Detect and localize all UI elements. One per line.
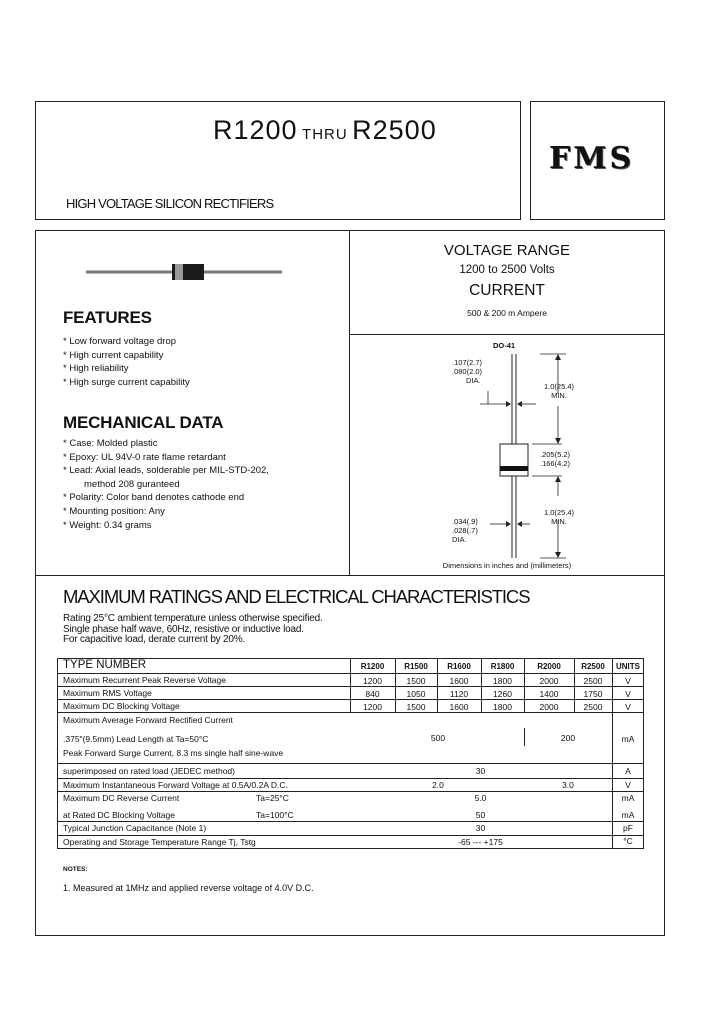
features-list [63, 335, 190, 389]
table-cell: 1260 [493, 689, 512, 699]
mechanical-list [63, 437, 269, 532]
col-header: R1800 [490, 662, 515, 671]
table-cell: 30 [475, 823, 486, 833]
current-title: CURRENT [469, 282, 545, 299]
feature-item: * High current capability [63, 349, 164, 361]
col-header: R2000 [537, 662, 561, 671]
divider-range [349, 334, 665, 335]
mechanical-item: method 208 guranteed [84, 478, 180, 490]
features-title: FEATURES [63, 308, 152, 327]
wire-dia-max: .034(.9) [452, 517, 478, 526]
diode-illustration [80, 262, 290, 282]
feature-item: * High surge current capability [63, 376, 190, 388]
table-cell: 1200 [363, 702, 382, 712]
lead-length-label-top [544, 382, 574, 400]
feature-item: * Low forward voltage drop [63, 336, 177, 347]
feature-item: * High reliability [63, 363, 129, 375]
wire-diameter-label [452, 517, 478, 544]
table-rule [57, 821, 644, 822]
col-header: R1200 [360, 662, 385, 671]
table-rule [57, 763, 644, 764]
page-title [213, 115, 437, 146]
col-header: R1500 [404, 662, 428, 671]
table-cell: 5.0 [474, 793, 487, 803]
table-cell: 2000 [539, 702, 559, 712]
lead-length-value: 1.0(25.4) [544, 382, 575, 391]
table-cell: 1800 [493, 676, 512, 686]
table-rule [57, 791, 644, 792]
lead-length-value: 1.0(25.4) [544, 508, 575, 517]
notes-heading: NOTES: [63, 866, 88, 873]
row-label: Maximum Recurrent Peak Reverse Voltage [63, 675, 226, 685]
unit-cell: V [625, 702, 631, 712]
min-label: MIN. [551, 517, 567, 526]
table-cell: 2.0 [432, 780, 444, 790]
lead-length-label-bottom [544, 508, 574, 526]
unit-cell: V [625, 780, 631, 790]
col-header: R1600 [447, 662, 471, 671]
mechanical-item: * Mounting position: Any [63, 505, 165, 517]
body-length-min: .166(4.2) [540, 459, 571, 468]
wire-dia-min: .028(.7) [452, 526, 478, 535]
row-condition: Ta=25°C [256, 793, 289, 803]
min-label: MIN. [551, 391, 567, 400]
table-cell: 1750 [583, 689, 603, 699]
unit-cell: pF [623, 823, 633, 833]
table-rule [57, 835, 644, 836]
fms-logo: FMS [549, 141, 635, 176]
current-value: 500 & 200 m Ampere [467, 308, 547, 318]
row-label: superimposed on rated load (JEDEC method) [63, 766, 235, 776]
table-cell: 1500 [406, 702, 426, 712]
package-name: DO-41 [493, 341, 516, 350]
mechanical-item: * Weight: 0.34 grams [63, 519, 152, 531]
lead-dia-min: .080(2.0) [452, 367, 483, 376]
unit-cell: V [625, 689, 631, 699]
table-cell: 1800 [493, 702, 512, 712]
voltage-range-title: VOLTAGE RANGE [443, 242, 571, 259]
unit-cell: V [625, 676, 631, 686]
subtitle: HIGH VOLTAGE SILICON RECTIFIERS [66, 196, 274, 211]
row-label: Maximum Average Forward Rectified Current [63, 715, 233, 725]
part-to: R2500 [352, 115, 437, 145]
row-label: Maximum RMS Voltage [63, 688, 152, 698]
units-header: UNITS [616, 662, 640, 671]
body-length-max: .205(5.2) [540, 450, 571, 459]
mechanical-item: * Epoxy: UL 94V-0 rate flame retardant [63, 451, 226, 463]
body-length-label [540, 450, 570, 468]
part-from: R1200 [213, 115, 298, 145]
unit-cell: A [625, 766, 631, 776]
table-cell: 200 [560, 733, 576, 743]
table-cell: 1200 [363, 676, 382, 686]
note-1: 1. Measured at 1MHz and applied reverse voltage of 4.0V D.C. [63, 883, 314, 893]
col-rule [612, 658, 613, 849]
row-label: .375"(9.5mm) Lead Length at Ta=50°C [63, 734, 209, 744]
type-number-header: TYPE NUMBER [63, 659, 147, 671]
unit-cell: mA [621, 793, 635, 803]
table-cell: 2000 [539, 676, 559, 686]
unit-cell: mA [621, 734, 635, 744]
unit-cell: °C [623, 836, 633, 846]
dia-label: DIA. [466, 376, 481, 385]
lead-diameter-label [452, 358, 482, 385]
table-cell: 3.0 [562, 780, 574, 790]
table-cell: 2500 [583, 702, 603, 712]
table-cell: 1400 [539, 689, 559, 699]
row-label: Typical Junction Capacitance (Note 1) [63, 823, 207, 833]
table-cell: 1500 [406, 676, 426, 686]
ratings-title: MAXIMUM RATINGS AND ELECTRICAL CHARACTERISTICS [63, 586, 530, 607]
table-cell: 840 [365, 689, 380, 699]
table-cell: 1600 [449, 676, 469, 686]
divider-ratings [35, 575, 665, 576]
table-rule [57, 778, 644, 779]
mechanical-item: * Case: Molded plastic [63, 438, 158, 449]
condition-line: Single phase half wave, 60Hz, resistive or inductive load. [63, 623, 304, 635]
unit-cell: mA [621, 810, 635, 820]
table-cell: 1600 [449, 702, 469, 712]
table-cell: 1050 [406, 689, 426, 699]
mechanical-item: * Polarity: Color band denotes cathode end [63, 492, 245, 504]
mechanical-item: * Lead: Axial leads, solderable per MIL-STD-202, [63, 465, 269, 477]
row-label: Operating and Storage Temperature Range Tj, Tstg [63, 837, 256, 847]
ratings-conditions [63, 614, 323, 646]
condition-line: Rating 25°C ambient temperature unless otherwise specified. [63, 613, 323, 624]
table-cell: -65 --- +175 [458, 837, 503, 847]
row-label: Maximum DC Blocking Voltage [63, 701, 180, 711]
dia-label: DIA. [452, 535, 467, 544]
col-header: R2500 [581, 662, 605, 671]
table-cell: 2500 [583, 676, 603, 686]
mechanical-title: MECHANICAL DATA [63, 413, 224, 432]
row-condition: Ta=100°C [256, 810, 294, 820]
voltage-range-value: 1200 to 2500 Volts [459, 264, 555, 276]
row-label: at Rated DC Blocking Voltage [63, 810, 175, 820]
table-cell: 50 [475, 810, 486, 820]
row-label: Maximum Instantaneous Forward Voltage at 0.5A/0.2A D.C. [63, 780, 288, 790]
table-cell: 1120 [449, 689, 469, 699]
condition-line: For capacitive load, derate current by 20%. [63, 634, 246, 645]
thru-word: THRU [302, 126, 348, 143]
row-label: Peak Forward Surge Current, 8.3 ms single half sine-wave [63, 748, 284, 758]
row-label: Maximum DC Reverse Current [63, 793, 180, 803]
lead-dia-max: .107(2.7) [452, 358, 483, 367]
dimensions-note: Dimensions in inches and (millimeters) [442, 561, 572, 570]
table-cell: 500 [430, 733, 446, 743]
table-cell: 30 [475, 766, 486, 776]
